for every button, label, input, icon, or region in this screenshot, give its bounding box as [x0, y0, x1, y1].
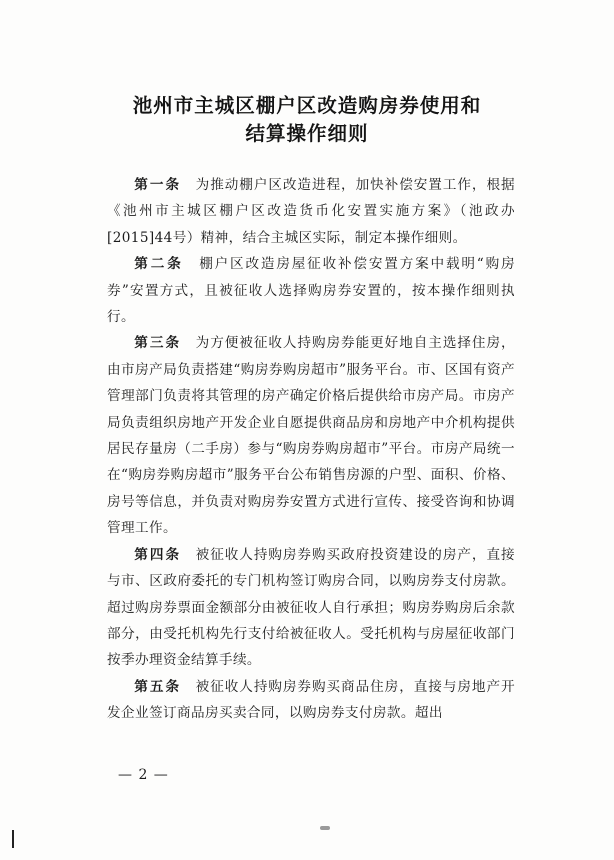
page-number: — 2 —	[118, 767, 169, 783]
article-4-text: 被征收人持购房券购买政府投资建设的房产，直接与市、区政府委托的专门机构签订购房合同，以购房券支付房款。超过购房券票面金额部分由被征收人自行承担；购房券购房后余款部分，由受托机构先行支付给被征收人。受托机构与房屋征收部门按季办理资金结算手续。	[107, 546, 515, 669]
scan-artifact-speck	[320, 826, 330, 830]
article-5	[107, 674, 515, 727]
article-2-lead: 第二条	[134, 256, 184, 273]
scan-artifact-mark	[12, 830, 14, 848]
article-1	[107, 172, 515, 251]
article-5-lead: 第五条	[134, 678, 182, 695]
article-5-text: 被征收人持购房券购买商品住房，直接与房地产开发企业签订商品房买卖合同，以购房券支付房款。超出	[107, 678, 515, 722]
article-1-text: 为推动棚户区改造进程，加快补偿安置工作，根据《池州市主城区棚户区改造货币化安置实施方案》（池政办[2015]44号）精神，结合主城区实际，制定本操作细则。	[107, 177, 515, 246]
article-2-text: 棚户区改造房屋征收补偿安置方案中载明“购房券”安置方式，且被征收人选择购房券安置的，按本操作细则执行。	[107, 256, 516, 326]
article-1-lead: 第一条	[134, 177, 182, 193]
article-3-lead: 第三条	[134, 335, 182, 352]
article-4	[107, 542, 515, 674]
article-3-text: 为方便被征收人持购房券能更好地自主选择住房，由市房产局负责搭建“购房券购房超市”服务平台。市、区国有资产管理部门负责将其管理的房产确定价格后提供给市房产局。市房产局负责组织房地产开发企业自愿提供商品房和房地产中介机构提供居民存量房（二手房）参与“购房券购房超市”平台。市房产局统一在“购房券购房超市”服务平台公布销售房源的户型、面积、价格、房号等信息，并负责对购房券安置方式进行宣传、接受咨询和协调管理工作。	[107, 335, 515, 537]
document-title-line1: 池州市主城区棚户区改造购房券使用和	[132, 94, 482, 117]
article-2	[107, 251, 515, 330]
document-body	[107, 172, 515, 727]
document-title-line2: 结算操作细则	[245, 122, 369, 145]
article-4-lead: 第四条	[134, 546, 182, 563]
article-3	[107, 330, 515, 541]
